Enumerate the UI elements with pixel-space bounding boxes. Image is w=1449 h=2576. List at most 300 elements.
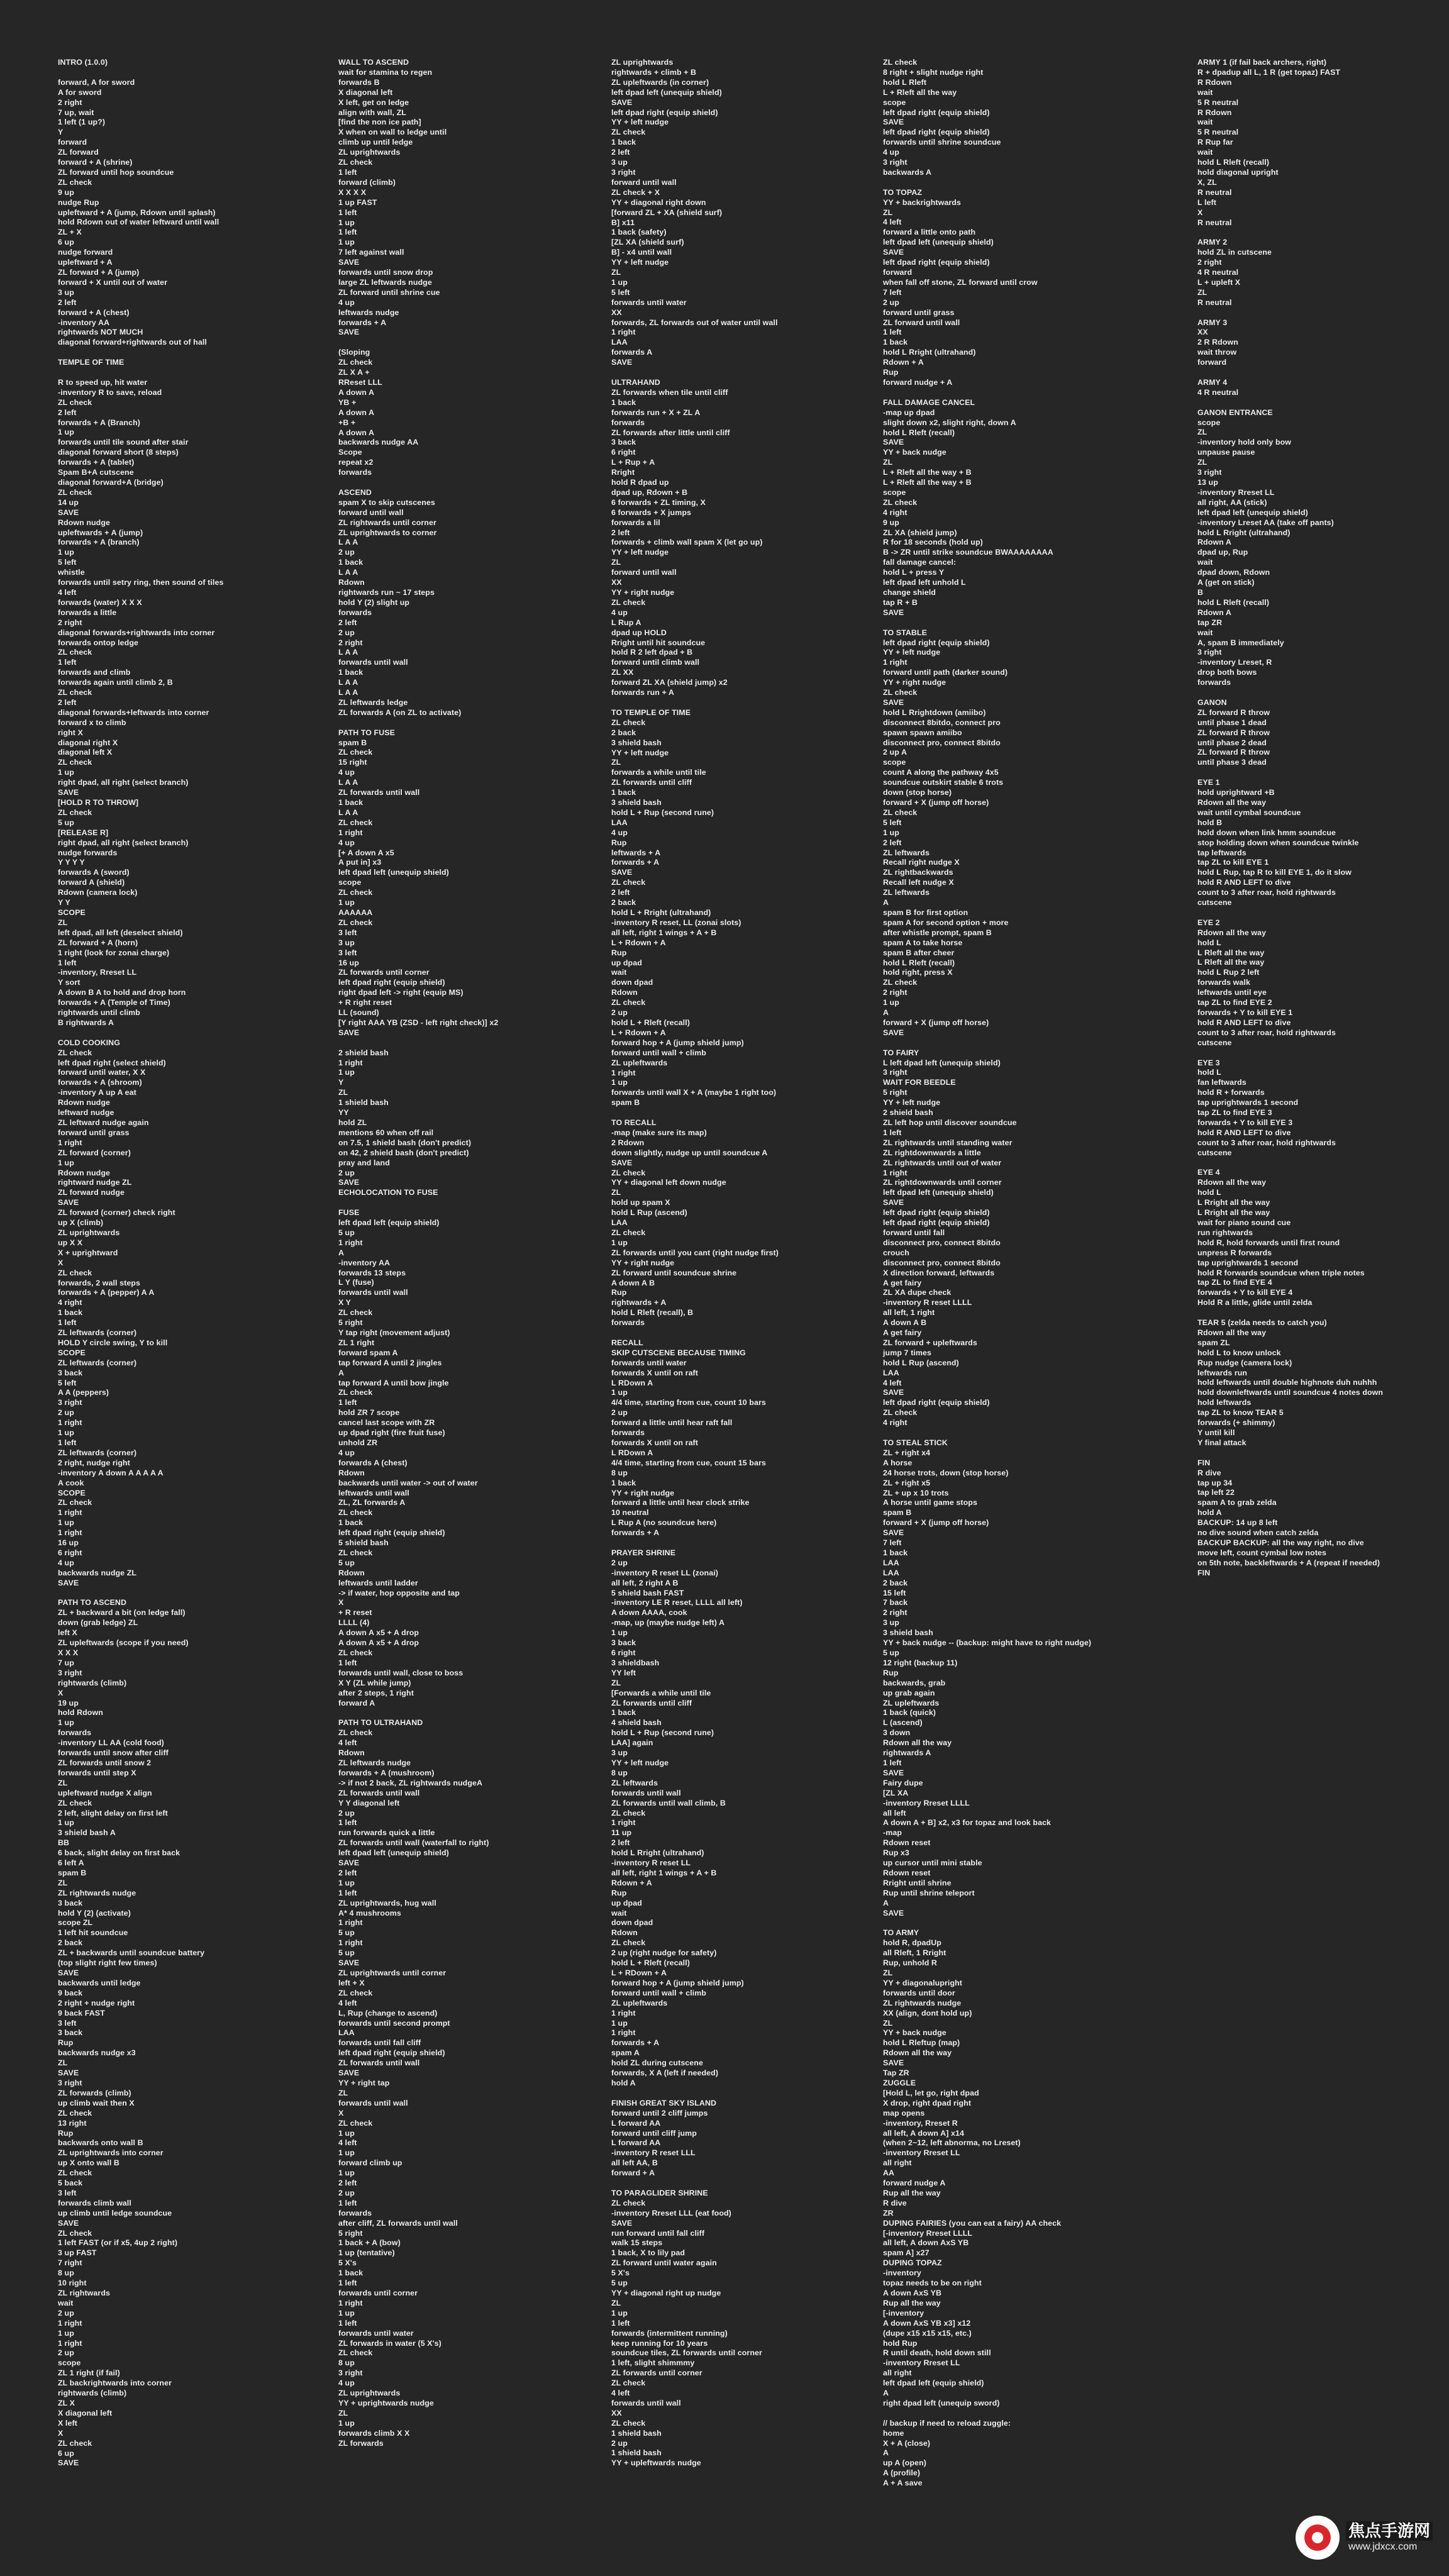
guide-line: 1 up: [58, 1428, 74, 1438]
guide-line: SAVE: [883, 1768, 904, 1777]
guide-line: 5 up: [338, 1948, 355, 1958]
guide-line: 5 up: [883, 1648, 899, 1658]
guide-line: diagonal forward+rightwards out of hall: [58, 338, 207, 347]
guide-line: 3 right: [883, 158, 908, 167]
guide-line: hold Rdown: [58, 1708, 103, 1718]
guide-line: scope: [58, 2358, 81, 2368]
guide-line: YY + diagonal right down: [611, 197, 706, 207]
guide-line: YY + left nudge: [611, 748, 669, 757]
guide-line: move left, count cymbal low notes: [1197, 1548, 1327, 1557]
guide-line: SAVE: [58, 2458, 79, 2468]
guide-line: ZL 1 right: [338, 1338, 375, 1347]
guide-line: up X onto wall B: [58, 2158, 119, 2168]
guide-line: forward + X until out of water: [58, 277, 168, 287]
guide-line: hold A: [611, 2078, 636, 2087]
blank-line: [338, 1038, 602, 1048]
guide-line: forward until 2 cliff jumps: [611, 2108, 708, 2118]
guide-line: ZL: [611, 1188, 621, 1197]
guide-line: 3 right: [58, 2078, 82, 2087]
guide-line: -inventory Rreset LLL (eat food): [611, 2208, 731, 2218]
guide-line: leftwards until ladder: [338, 1578, 418, 1587]
guide-line: 3 back: [611, 1638, 636, 1648]
guide-line: 1 up: [338, 2148, 355, 2158]
guide-line: ZL uprightwards: [58, 1228, 120, 1237]
guide-line: Rdown nudge: [58, 518, 111, 527]
guide-line: 1 up: [58, 548, 74, 557]
guide-line: ZL XA (shield jump): [883, 528, 957, 537]
guide-line: [forward ZL + XA (shield surf): [611, 208, 723, 217]
guide-line: down slightly, nudge up until soundcue A: [611, 1148, 768, 1157]
guide-line: ZL uprightwards: [338, 2389, 401, 2398]
guide-line: 12 right (backup 11): [883, 1658, 958, 1667]
guide-line: forwards until tile sound after stair: [58, 438, 189, 447]
guide-line: A, spam B immediately: [1197, 638, 1284, 647]
guide-line: ZL uprightwards: [338, 148, 401, 157]
guide-line: ZL forward: [58, 148, 99, 157]
guide-line: ZL check: [611, 878, 646, 887]
guide-line: hold right, press X: [883, 968, 953, 977]
guide-line: -map up dpad: [883, 408, 935, 417]
guide-line: unhold ZR: [338, 1438, 378, 1447]
guide-line: A down A B: [883, 1318, 927, 1328]
guide-line: YY + left nudge: [611, 1758, 669, 1767]
guide-line: AAAAAA: [338, 908, 373, 917]
guide-line: forwards run + A: [611, 688, 674, 697]
guide-line: Rdown all the way: [883, 2048, 952, 2058]
guide-line: FIN: [1197, 1458, 1211, 1467]
guide-line: up X X: [58, 1238, 83, 1247]
guide-line: whistle: [58, 568, 85, 577]
guide-line: R + dpadup all L, 1 R (get topaz) FAST: [1197, 67, 1341, 77]
guide-line: wait until cymbal soundcue: [1197, 808, 1301, 817]
guide-line: 2 back: [58, 1938, 83, 1948]
guide-line: L A A: [338, 688, 358, 697]
guide-line: ZL upleftwards: [883, 1698, 940, 1707]
guide-line: (Sloping: [338, 348, 370, 357]
guide-line: [find the non ice path]: [338, 118, 421, 127]
guide-line: forwards again until climb 2, B: [58, 678, 173, 687]
blank-line: [611, 1538, 875, 1548]
blank-line: [883, 2409, 1147, 2419]
guide-line: rightwards + A: [611, 1298, 667, 1307]
guide-line: nudge forward: [58, 248, 113, 257]
guide-line: down dpad: [611, 1918, 653, 1928]
guide-line: forwards until water: [611, 297, 687, 307]
guide-line: X: [58, 1258, 64, 1267]
guide-line: forwards until water: [611, 1358, 687, 1367]
guide-line: forward until grass: [58, 1128, 130, 1137]
guide-line: up A (open): [883, 2458, 926, 2468]
guide-line: ZL leftward nudge again: [58, 1118, 149, 1127]
guide-line: ZL upleftwards (in corner): [611, 77, 709, 87]
guide-line: cancel last scope with ZR: [338, 1418, 435, 1428]
guide-line: hold L Rup (ascend): [611, 1208, 687, 1218]
guide-line: hold Rup: [883, 2338, 918, 2348]
guide-line: hold ZL in cutscene: [1197, 248, 1272, 257]
guide-line: 6 up: [58, 2448, 74, 2458]
guide-line: 3 right: [611, 167, 636, 177]
guide-line: 1 left: [338, 2198, 357, 2207]
guide-line: ZL forwards until wall: [338, 2058, 420, 2068]
guide-line: 4 up: [338, 297, 355, 307]
guide-line: rightwards NOT MUCH: [58, 328, 143, 337]
blank-line: [1197, 908, 1449, 918]
guide-line: ZL forwards until corner: [338, 968, 430, 977]
guide-line: R Rdown: [1197, 77, 1232, 87]
guide-line: A down A + B] x2, x3 for topaz and look back: [883, 1818, 1052, 1828]
guide-line: -inventory Rreset LL: [1197, 487, 1275, 497]
guide-line: 1 up: [611, 1238, 628, 1247]
guide-line: SAVE: [883, 1198, 904, 1208]
guide-line: up dpad right (fire fruit fuse): [338, 1428, 445, 1438]
guide-line: count to 3 after roar, hold rightwards: [1197, 1028, 1336, 1037]
guide-line: ZL forward until hop soundcue: [58, 167, 174, 177]
guide-line: unpress R forwards: [1197, 1248, 1272, 1257]
guide-line: -inventory Lreset, R: [1197, 658, 1272, 667]
guide-line: LLLL (4): [338, 1618, 370, 1628]
guide-line: 1 left: [58, 958, 77, 967]
guide-line: ZL + backward a bit (on ledge fall): [58, 1608, 186, 1618]
guide-line: left X: [58, 1628, 77, 1638]
guide-line: Recall left nudge X: [883, 878, 954, 887]
guide-line: Rdown reset: [883, 1838, 931, 1848]
guide-line: ZL check + X: [611, 187, 660, 197]
guide-line: backwards until ledge: [58, 1978, 141, 1987]
guide-line: tap uprightwards 1 second: [1197, 1098, 1299, 1108]
guide-line: YY + backrightwards: [883, 197, 961, 207]
guide-line: YY + uprightwards nudge: [338, 2398, 434, 2407]
guide-line: run rightwards: [1197, 1228, 1253, 1237]
blank-line: [58, 348, 322, 358]
guide-line: all right, AA (stick): [1197, 497, 1267, 507]
guide-line: hold leftwards: [1197, 1398, 1252, 1407]
guide-line: LAA: [611, 338, 628, 347]
guide-line: spam A] x27: [883, 2248, 930, 2258]
guide-line: ZL forwards until wall climb, B: [611, 1798, 726, 1807]
guide-line: ARMY 2: [1197, 238, 1228, 247]
guide-line: -map (make sure its map): [611, 1128, 707, 1137]
guide-line: A horse: [883, 1458, 913, 1467]
guide-line: ZL check: [611, 1228, 646, 1237]
guide-line: R to speed up, hit water: [58, 377, 148, 387]
guide-line: mentions 60 when off rail: [338, 1128, 434, 1137]
guide-line: [Y right AAA YB (ZSD - left right check)] x2: [338, 1018, 499, 1027]
guide-line: Fairy dupe: [883, 1778, 923, 1787]
guide-line: all left, right 1 wings + A + B: [611, 928, 717, 937]
guide-line: ZL check: [338, 2118, 373, 2128]
guide-line: 1 left FAST (or if x5, 4up 2 right): [58, 2238, 178, 2248]
guide-line: dpad up, Rup: [1197, 548, 1248, 557]
guide-line: 8 up: [611, 1468, 628, 1477]
column-3: [611, 58, 875, 2468]
guide-line: A cook: [58, 1478, 84, 1487]
guide-line: all right: [883, 2158, 912, 2168]
guide-line: ZL check: [338, 888, 373, 897]
guide-line: forwards X until on raft: [611, 1368, 699, 1377]
guide-line: ZL: [58, 918, 68, 927]
guide-line: L + Rleft all the way: [883, 87, 957, 97]
guide-line: SAVE: [338, 1958, 360, 1968]
guide-line: ZL check: [611, 2379, 646, 2388]
guide-line: forwards + Y to kill EYE 1: [1197, 1008, 1293, 1017]
blank-line: [883, 1038, 1147, 1048]
guide-line: ZL forwards (climb): [58, 2088, 131, 2097]
guide-line: hold uprightward +B: [1197, 788, 1275, 797]
guide-line: wait throw: [1197, 348, 1237, 357]
guide-line: X X X: [58, 1648, 79, 1658]
guide-line: 1 back (quick): [883, 1708, 936, 1718]
guide-line: A down AAAA, cook: [611, 1608, 687, 1618]
blank-line: [611, 698, 875, 708]
guide-line: A for sword: [58, 87, 102, 97]
guide-line: ZL check: [883, 497, 918, 507]
guide-line: 7 up, wait: [58, 108, 94, 117]
guide-line: topaz needs to be on right: [883, 2279, 982, 2288]
guide-line: hold down when link hmm soundcue: [1197, 828, 1336, 837]
guide-line: forward until wall + climb: [611, 1988, 706, 1997]
guide-line: ZL uprightwards until corner: [338, 1968, 447, 1977]
guide-line: spam B: [338, 738, 367, 747]
guide-line: map opens: [883, 2108, 925, 2118]
guide-line: ZL check: [58, 397, 92, 407]
guide-line: ZL forwards A (on ZL to activate): [338, 708, 462, 717]
guide-line: left dpad right (equip shield): [338, 1528, 445, 1538]
guide-line: left dpad left (equip shield): [338, 1218, 440, 1228]
guide-line: ZL: [58, 1778, 68, 1787]
guide-line: ARMY 1 (if fail back archers, right): [1197, 58, 1327, 67]
guide-line: forward a little until hear raft fall: [611, 1418, 733, 1428]
guide-line: left dpad right (equip shield): [883, 1208, 990, 1218]
guide-line: rightwards until climb: [58, 1008, 140, 1018]
guide-line: forwards until wall, close to boss: [338, 1668, 464, 1677]
guide-line: left dpad left (unequip shield): [883, 1188, 994, 1197]
guide-line: Rright: [611, 468, 635, 477]
guide-line: YY + left nudge: [611, 548, 669, 557]
guide-line: spam B: [883, 1508, 912, 1518]
guide-line: 5 shield bash: [338, 1538, 389, 1548]
guide-line: 2 up: [611, 1408, 628, 1418]
guide-line: 3 shield bash: [883, 1628, 933, 1638]
blank-line: [1197, 398, 1449, 408]
guide-line: 1 back: [338, 1518, 364, 1528]
guide-line: ZL check: [611, 1808, 646, 1818]
guide-line: Rdown nudge: [58, 1098, 111, 1108]
guide-line: tap forward A until 2 jingles: [338, 1358, 442, 1367]
guide-line: ZL forward + A (horn): [58, 938, 138, 947]
guide-line: ZL upleftwards (scope if you need): [58, 1638, 189, 1648]
guide-line: 1 back: [338, 798, 364, 808]
guide-line: forwards: [58, 1728, 92, 1738]
guide-line: 2 left: [611, 888, 630, 897]
guide-line: 1 up FAST: [338, 197, 377, 207]
guide-line: tap R + B: [883, 597, 918, 607]
guide-line: right dpad, all right (select branch): [58, 778, 189, 787]
guide-line: SAVE: [883, 118, 904, 127]
guide-line: 3 shield bash: [611, 738, 662, 747]
guide-line: 1 right: [58, 2318, 82, 2328]
guide-line: EYE 3: [1197, 1058, 1220, 1067]
guide-line: forwards + A (Branch): [58, 418, 140, 427]
guide-line: hold R dpad up: [611, 478, 669, 487]
guide-line: ZL rightdownwards a little: [883, 1148, 981, 1157]
guide-line: 2 shield bash: [338, 1048, 389, 1057]
guide-line: 3 left: [338, 948, 357, 957]
guide-line: 4 right: [58, 1298, 82, 1307]
guide-line: 1 right: [58, 1508, 82, 1518]
guide-line: 3 up: [58, 287, 74, 297]
guide-line: L + upleft X: [1197, 277, 1241, 287]
guide-line: ARMY 3: [1197, 318, 1228, 327]
guide-line: ZL check: [338, 1548, 373, 1557]
guide-line: EYE 2: [1197, 918, 1220, 927]
guide-line: WALL TO ASCEND: [338, 58, 409, 67]
guide-line: 1 left: [338, 1888, 357, 1897]
guide-line: run forwards quick a little: [338, 1828, 435, 1838]
guide-line: 2 right: [58, 618, 82, 627]
guide-line: fan leftwards: [1197, 1078, 1246, 1087]
guide-line: ZL rightwards: [58, 2289, 110, 2298]
guide-line: hold R, hold forwards until first round: [1197, 1238, 1340, 1247]
guide-line: ZL check: [58, 2108, 92, 2118]
guide-line: rightward nudge ZL: [58, 1178, 132, 1187]
guide-line: 3 down: [883, 1728, 911, 1738]
guide-line: forward until fall: [883, 1228, 945, 1237]
guide-line: dpad up, Rdown + B: [611, 487, 688, 497]
guide-line: 5 left: [58, 558, 77, 567]
guide-line: up dpad: [611, 958, 642, 967]
guide-line: 8 right + slight nudge right: [883, 67, 984, 77]
guide-line: ZL forward until wall: [883, 318, 960, 327]
blank-line: [1197, 1048, 1449, 1058]
blank-line: [611, 2179, 875, 2189]
guide-line: L + Rup + A: [611, 458, 655, 467]
guide-line: ZL forward until shrine cue: [338, 287, 440, 297]
guide-line: 1 right: [611, 2028, 636, 2038]
guide-line: Rup all the way: [883, 2188, 941, 2197]
guide-line: tap left 22: [1197, 1488, 1235, 1497]
guide-line: 19 up: [58, 1698, 79, 1707]
guide-line: forwards until door: [883, 1988, 955, 1997]
guide-line: 1 up: [611, 1628, 628, 1638]
guide-line: -inventory hold only bow: [1197, 438, 1292, 447]
guide-line: X Y (ZL while jump): [338, 1678, 411, 1687]
guide-line: 4 shield bash: [611, 1718, 662, 1728]
guide-line: spam A for second option + more: [883, 918, 1009, 927]
guide-line: hold downleftwards until soundcue 4 notes down: [1197, 1388, 1384, 1397]
guide-line: 1 right (look for zonai charge): [58, 948, 170, 957]
guide-line: forward until wall: [338, 508, 404, 517]
guide-line: forward until wall: [611, 568, 677, 577]
guide-line: 9 back: [58, 1988, 83, 1997]
blank-line: [611, 368, 875, 378]
guide-line: XX: [611, 578, 622, 587]
guide-line: L + Rdown + A: [611, 938, 666, 947]
guide-line: ZL check: [338, 158, 373, 167]
guide-line: hold R + forwards: [1197, 1088, 1265, 1097]
guide-line: tap forward A until bow jingle: [338, 1378, 449, 1387]
guide-line: forwards (+ shimmy): [1197, 1418, 1275, 1428]
guide-line: hold L: [1197, 1188, 1221, 1197]
guide-line: ZL forwards until you cant (right nudge first): [611, 1248, 779, 1257]
guide-line: SAVE: [883, 1028, 904, 1037]
guide-line: FINISH GREAT SKY ISLAND: [611, 2098, 717, 2107]
guide-line: A down A x5 + A drop: [338, 1628, 419, 1638]
guide-line: YY: [338, 1108, 349, 1118]
guide-line: ZL: [611, 1678, 621, 1687]
guide-line: Rdown all the way: [883, 1738, 952, 1748]
guide-line: home: [883, 2428, 904, 2438]
guide-line: left dpad left (unequip shield): [611, 87, 722, 97]
guide-line: SAVE: [338, 328, 360, 337]
guide-line: Y Y Y Y: [58, 858, 85, 867]
guide-line: forwards + A (Temple of Time): [58, 998, 170, 1008]
guide-line: ZL check: [58, 1498, 92, 1507]
guide-line: hold L Rup, tap R to kill EYE 1, do it slow: [1197, 868, 1352, 877]
watermark-url: www.jdxcx.com: [1348, 2541, 1418, 2553]
guide-line: Rup x3: [883, 1848, 909, 1858]
blank-line: [883, 1918, 1147, 1928]
guide-line: hold L Rright (ultrahand): [611, 1848, 704, 1858]
guide-line: soundcue tiles, ZL forwards until corner: [611, 2348, 762, 2358]
guide-line: ZL forward (corner) check right: [58, 1208, 175, 1218]
guide-line: 1 back: [611, 1708, 636, 1718]
guide-line: forward hop + A (jump shield jump): [611, 1978, 744, 1987]
blank-line: [1197, 308, 1449, 318]
guide-line: forwards until wall: [611, 2398, 681, 2407]
guide-line: backwards nudge AA: [338, 438, 419, 447]
guide-line: SAVE: [338, 2068, 360, 2078]
guide-line: ZL leftwards nudge: [338, 1758, 411, 1767]
guide-line: A: [883, 1898, 889, 1907]
guide-line: [Forwards a while until tile: [611, 1688, 711, 1697]
guide-line: LAA: [338, 2028, 355, 2038]
guide-line: 4 up: [338, 1448, 355, 1457]
guide-line: all Rleft, 1 Rright: [883, 1948, 947, 1958]
guide-line: left dpad right (equip shield): [338, 978, 445, 987]
guide-line: fall damage cancel:: [883, 558, 957, 567]
guide-line: backwards onto wall B: [58, 2138, 143, 2148]
guide-line: -inventory LL AA (cold food): [58, 1738, 164, 1748]
guide-line: wait: [1197, 628, 1213, 637]
guide-line: 2 left: [58, 408, 77, 417]
guide-line: ZL check: [611, 1938, 646, 1948]
guide-line: ZL: [58, 2058, 68, 2068]
guide-line: L RDown A: [611, 1378, 653, 1387]
guide-line: SAVE: [883, 248, 904, 257]
guide-line: 2 up (right nudge for safety): [611, 1948, 717, 1958]
guide-line: 1 right: [883, 658, 908, 667]
guide-line: TO RECALL: [611, 1118, 657, 1128]
guide-line: ZL + up x 10 trots: [883, 1488, 949, 1497]
blank-line: [1197, 1448, 1449, 1458]
guide-line: 5 up: [338, 1928, 355, 1938]
guide-line: forwards: [338, 2208, 372, 2218]
guide-line: 3 up: [611, 158, 628, 167]
guide-line: 5 left: [611, 287, 630, 297]
guide-line: hold ZR 7 scope: [338, 1408, 400, 1418]
guide-line: XX: [1197, 328, 1208, 337]
guide-line: 4 right: [883, 1418, 908, 1428]
guide-line: 14 up: [58, 497, 79, 507]
guide-line: after whistle prompt, spam B: [883, 928, 992, 937]
guide-line: ZL check: [338, 1388, 373, 1397]
guide-line: Rdown all the way: [1197, 1178, 1267, 1187]
blank-line: [611, 1328, 875, 1338]
guide-line: 1 up: [611, 2018, 628, 2028]
guide-line: ZL forwards until wall: [338, 788, 420, 797]
guide-line: forward ZL XA (shield jump) x2: [611, 678, 728, 687]
guide-line: hold L + Rleft (recall): [611, 1958, 690, 1968]
